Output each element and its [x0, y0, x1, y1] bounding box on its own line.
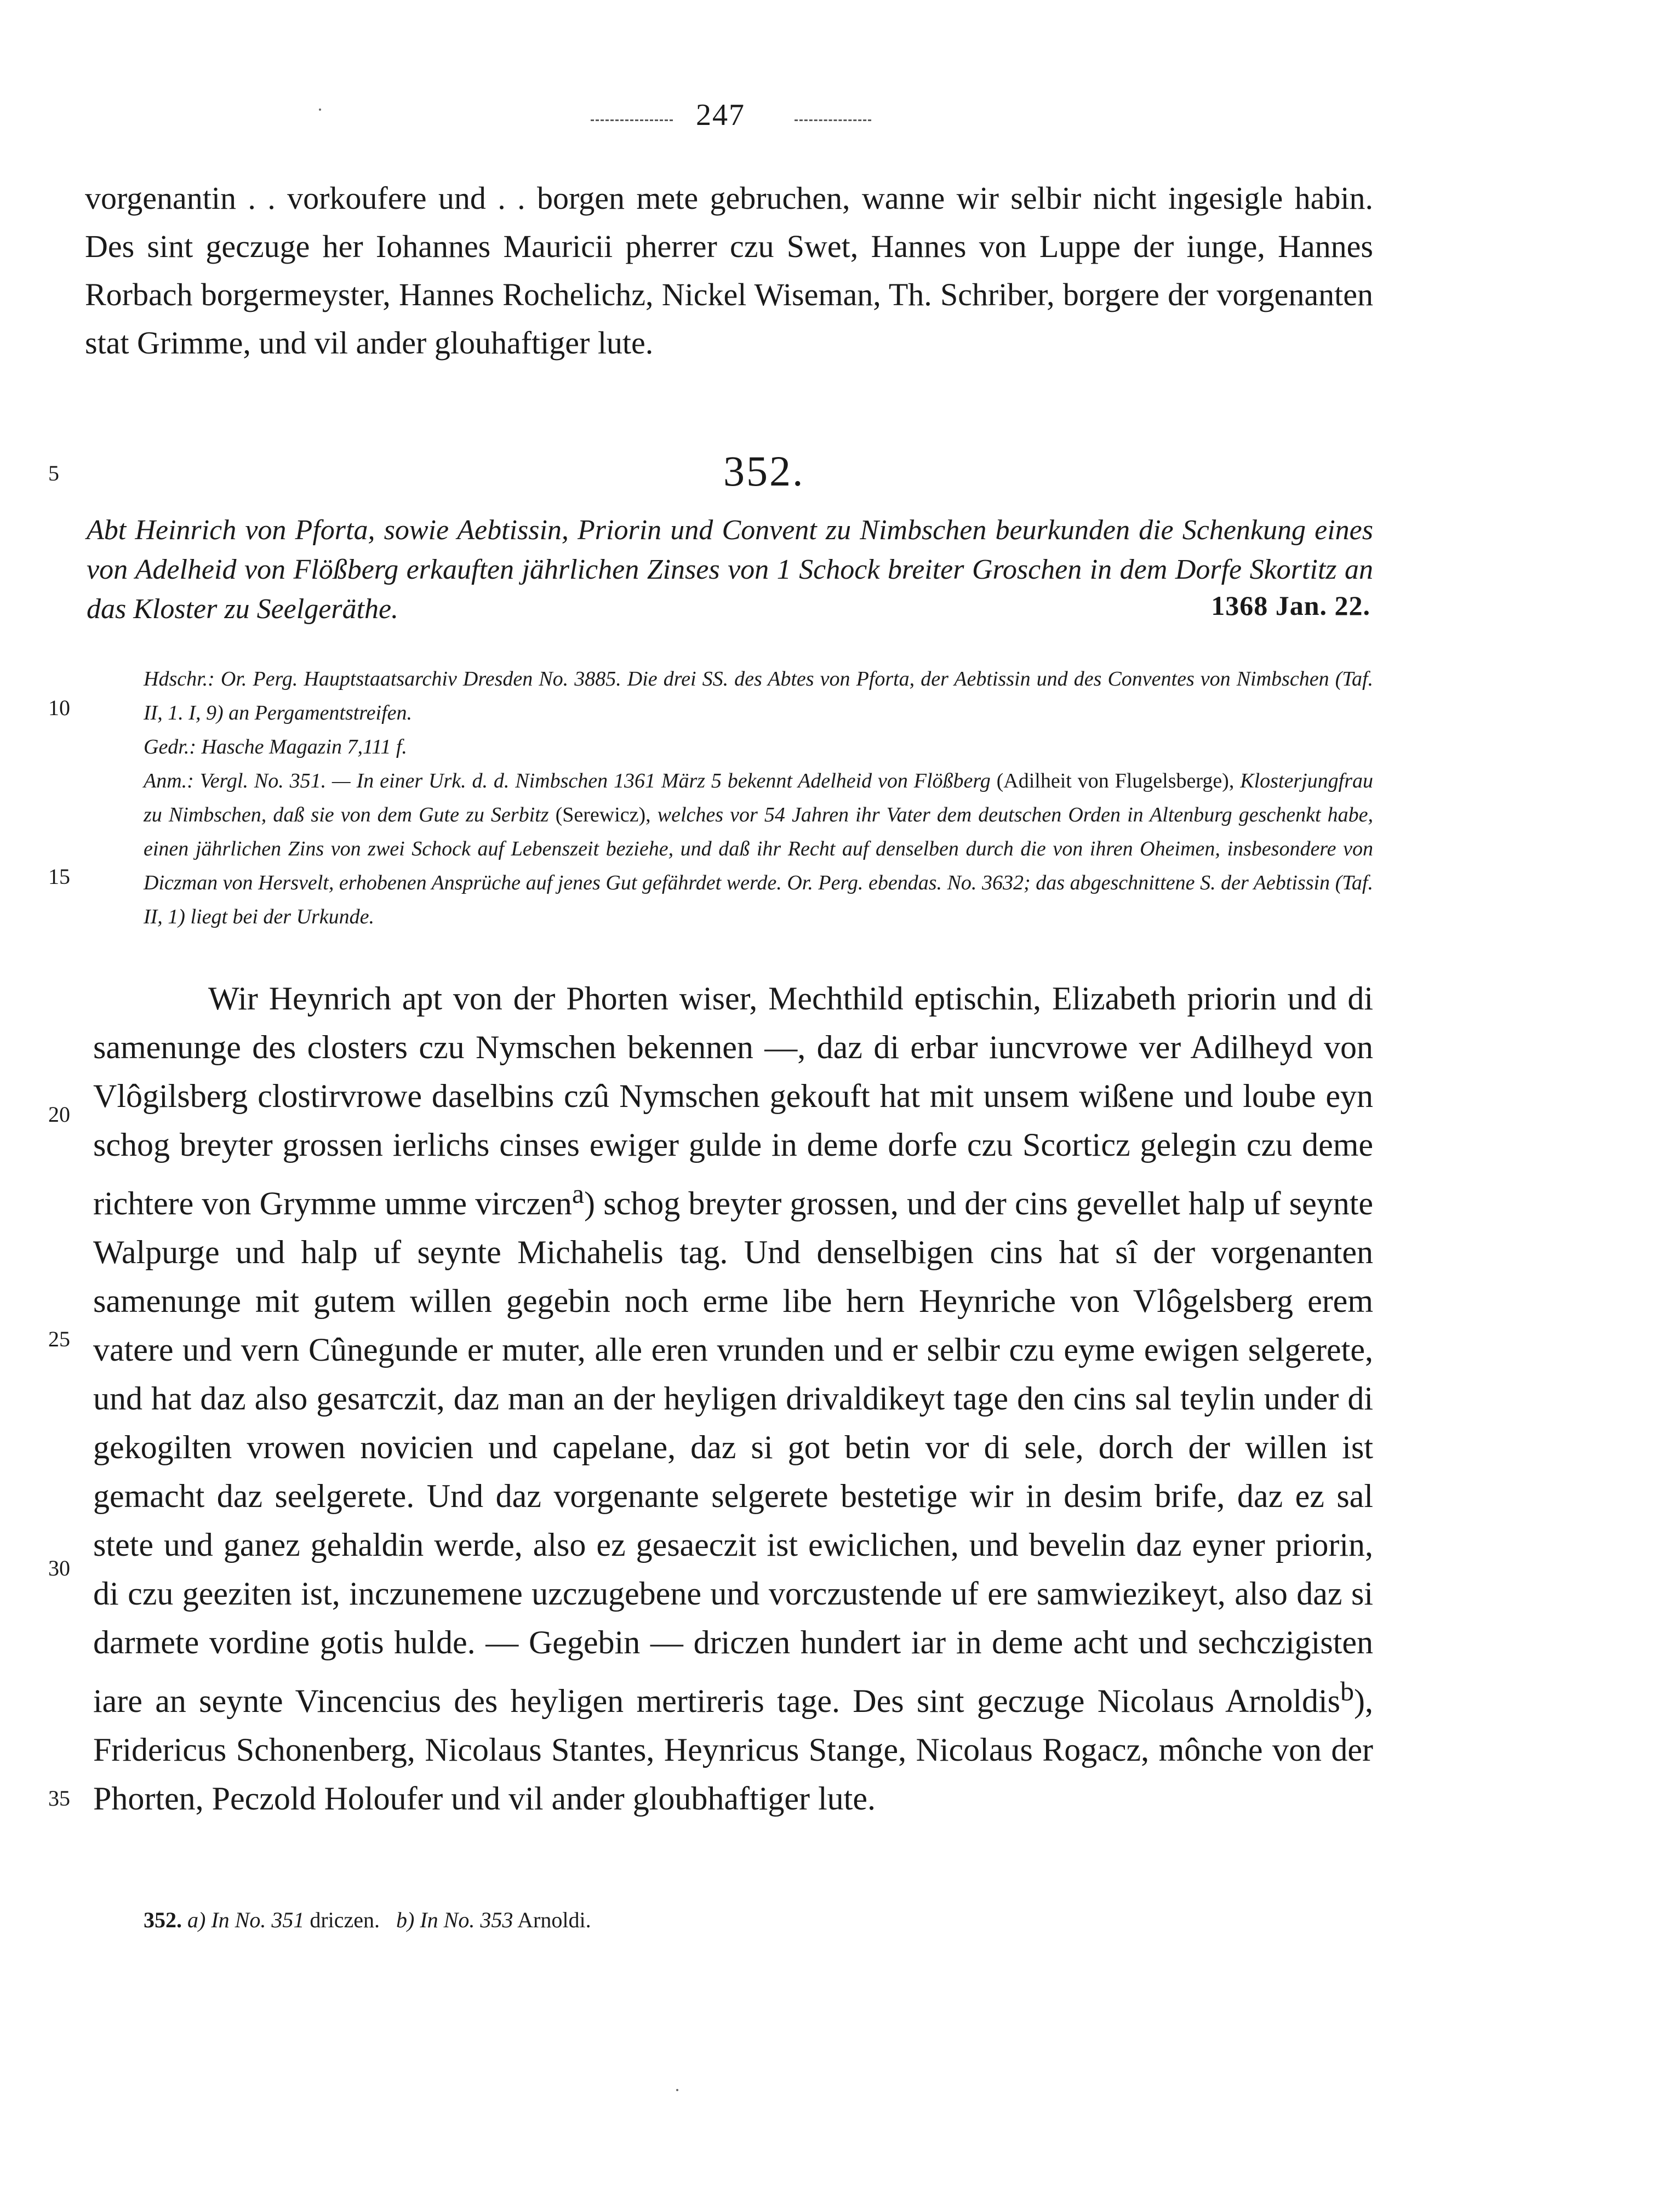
header-rule-left [591, 119, 673, 121]
line-number: 20 [48, 1102, 70, 1127]
note-printed [144, 730, 1373, 764]
charter-paragraph [93, 974, 1373, 1823]
note-remark [144, 764, 1373, 934]
note-manuscript [144, 662, 1373, 730]
line-number: 10 [48, 695, 70, 720]
footnote-b-label: b) In No. 353 [396, 1908, 513, 1932]
note-text-anm-e: welches vor 54 Jahren ihr Vater dem deutschen Orden in Altenburg geschenkt habe, einen jährlichen Zins von zwei Schock auf Lebenszeit beziehe, und daß ihr Recht auf denselben durch die von ihren Oheimen, insbesondere von Diczman von Hersvelt, erhobenen Ansprüche auf jenes Gut gefährdet werde. Or. Perg. ebendas. No. 3632; das abgeschnittene S. der Aebtissin (Taf. II, 1) liegt bei der Urkunde. [144, 803, 1373, 928]
line-number: 25 [48, 1327, 70, 1351]
regest-summary: Abt Heinrich von Pforta, sowie Aebtissin, Priorin und Convent zu Nimbschen beurkunden die Schenkung eines von Adelheid von Flößberg erkauften jährlichen Zinses von 1 Schock breiter Groschen in dem Dorfe Skortitz an das Kloster zu Seelgeräthe. [87, 515, 1373, 625]
note-text-anm-c: Klosterjungfrau zu Nimbschen, daß sie von dem Gute zu Serbitz [144, 769, 1374, 826]
header-rule-right [795, 119, 871, 121]
carryover-paragraph: vorgenantin . . vorkoufere und . . borgen mete gebruchen, wanne wir selbir nicht ingesigle habin. Des sint geczuge her Iohannes Mauricii pherrer czu Swet, Hannes von Luppe der iunge, Hannes Rorbach borgermeyster, Hannes Rochelichz, Nickel Wiseman, Th. Schriber, borgere der vorgenanten stat Grimme, und vil ander glouhaftiger lute. [85, 180, 1373, 361]
print-speck [319, 109, 321, 111]
footnote-document-number: 352. [144, 1908, 182, 1932]
page-number: 247 [696, 98, 745, 132]
document-date: 1368 Jan. 22. [1211, 590, 1370, 621]
note-text-hdschr: Or. Perg. Hauptstaatsarchiv Dresden No. 3885. Die drei SS. des Abtes von Pforta, der Aebtissin und des Conventes von Nimbschen (Taf. II, 1. I, 9) an Pergamentstreifen. [144, 667, 1374, 724]
footnotes [144, 1907, 591, 1933]
footnote-a-text: driczen. [310, 1908, 380, 1932]
note-label-anm: Anm.: [144, 769, 194, 792]
charter-text-part1: Wir Heynrich apt von der Phorten wiser, Mechthild eptischin, Elizabeth priorin und di samenunge des closters czu Nymschen bekennen —, daz di erbar iuncvrowe ver Adilheyd von Vlôgilsberg clostirvrowe daselbins czû Nymschen gekouft hat mit unsem wißene und loube eyn schog breyter grossen ierlichs cinses ewiger gulde in deme dorfe czu Scorticz gelegin czu deme richtere von Grymme umme virczen [93, 980, 1373, 1221]
print-speck [676, 2089, 678, 2091]
charter-text [93, 974, 1373, 1823]
note-label-gedr: Gedr.: [144, 735, 197, 758]
charter-text-part2: ) schog breyter grossen, und der cins gevellet halp uf seynte Walpurge und halp uf seynte Michahelis tag. Und denselbigen cins hat sî der vorgenanten samenunge mit gutem willen gegebin noch erme libe hern Heynriche von Vlôgelsberg erem vatere und vern Cûnegunde er muter, alle eren vrunden und er selbir czu eyme ewigen selgerete, und hat daz also gesaтczit, daz man an der heyligen drivaldikeyt tage den cins sal teylin under di gekogilten vrowen novicien und capelane, daz si got betin vor di sele, dorch der willen ist gemacht daz seelgerete. Und daz vorgenante selgerete bestetige wir in desim brife, daz ez sal stete und ganez gehaldin werde, also ez gesaeczit ist ewiclichen, und bevelin daz eyner priorin, di czu geeziten ist, inczunemene uzczugebene und vorczustende uf ere samwiezikeyt, also daz si darmete vordine gotis hulde. — Gegebin — driczen hundert iar in deme acht und sechczigisten iare an seynte Vincencius des heyligen mertireris tage. Des sint geczuge Nicolaus Arnoldis [93, 1185, 1373, 1719]
footnote-a-label: a) In No. 351 [187, 1908, 305, 1932]
apparatus-notes [144, 662, 1373, 934]
footnote-marker-a: a [572, 1178, 585, 1209]
line-number: 15 [48, 864, 70, 889]
line-number: 5 [48, 461, 59, 486]
note-text-anm-b: (Adilheit von Flugelsberge), [996, 769, 1235, 792]
footnote-marker-b: b [1340, 1676, 1355, 1706]
note-text-anm-a: Vergl. No. 351. — In einer Urk. d. d. Nimbschen 1361 März 5 bekennt Adelheid von Flößberg [199, 769, 991, 792]
note-text-anm-d: (Serewicz), [555, 803, 651, 826]
note-label-hdschr: Hdschr.: [144, 667, 215, 690]
charter-text-part3: ), Fridericus Schonenberg, Nicolaus Stantes, Heynricus Stange, Nicolaus Rogacz, mônche von der Phorten, Peczold Holoufer und vil ander gloubhaftiger lute. [93, 1683, 1373, 1817]
footnote-b-text: Arnoldi. [517, 1908, 591, 1932]
line-number: 30 [48, 1556, 70, 1580]
note-text-gedr: Hasche Magazin 7,111 f. [201, 735, 407, 758]
line-number: 35 [48, 1786, 70, 1811]
document-number: 352. [723, 447, 805, 495]
